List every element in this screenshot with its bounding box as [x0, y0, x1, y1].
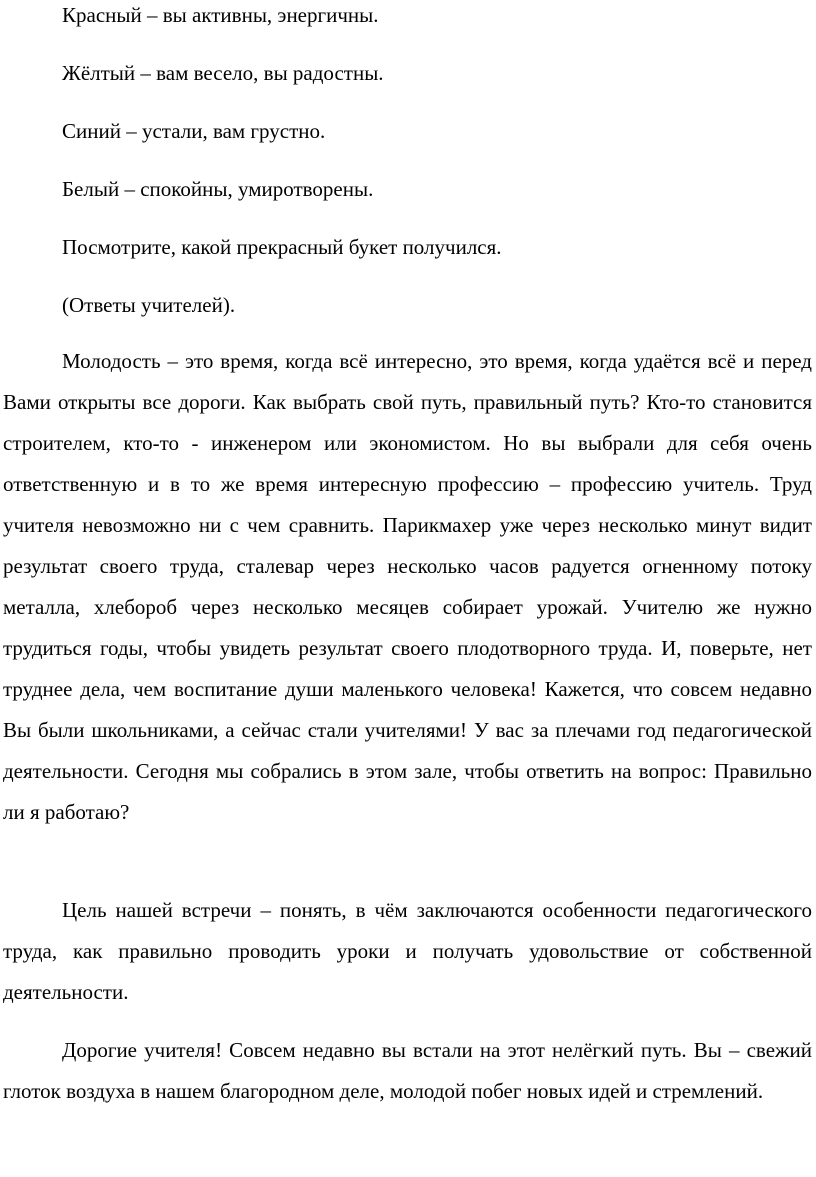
- paragraph-goal: Цель нашей встречи – понять, в чём заключаются особенности педагогического труда, как правильно проводить уроки и получать удовольствие от собственной деятельности.: [3, 898, 812, 1004]
- color-meaning-blue: Синий – устали, вам грустно.: [62, 119, 326, 143]
- color-meaning-red: Красный – вы активны, энергичны.: [62, 3, 379, 27]
- bouquet-line: Посмотрите, какой прекрасный букет получился.: [62, 235, 502, 259]
- color-meaning-white: Белый – спокойны, умиротворены.: [62, 177, 374, 201]
- paragraph-dear-teachers: Дорогие учителя! Совсем недавно вы встали на этот нелёгкий путь. Вы – свежий глоток воздуха в нашем благородном деле, молодой побег новых идей и стремлений.: [3, 1038, 812, 1103]
- teachers-answers-note: (Ответы учителей).: [62, 293, 236, 317]
- paragraph-youth: Молодость – это время, когда всё интересно, это время, когда удаётся всё и перед Вами открыты все дороги. Как выбрать свой путь, правильный путь? Кто-то становится строителем, кто-то - инженером или экономистом. Но вы выбрали для себя очень ответственную и в то же время интересную профессию – профессию учитель. Труд учителя невозможно ни с чем сравнить. Парикмахер уже через несколько минут видит результат своего труда, сталевар через несколько часов радуется огненному потоку металла, хлебороб через несколько месяцев собирает урожай. Учителю же нужно трудиться годы, чтобы увидеть результат своего плодотворного труда. И, поверьте, нет труднее дела, чем воспитание души маленького человека! Кажется, что совсем недавно Вы были школьниками, а сейчас стали учителями! У вас за плечами год педагогической деятельности. Сегодня мы собрались в этом зале, чтобы ответить на вопрос: Правильно ли я работаю?: [3, 349, 812, 824]
- color-meaning-yellow: Жёлтый – вам весело, вы радостны.: [62, 61, 384, 85]
